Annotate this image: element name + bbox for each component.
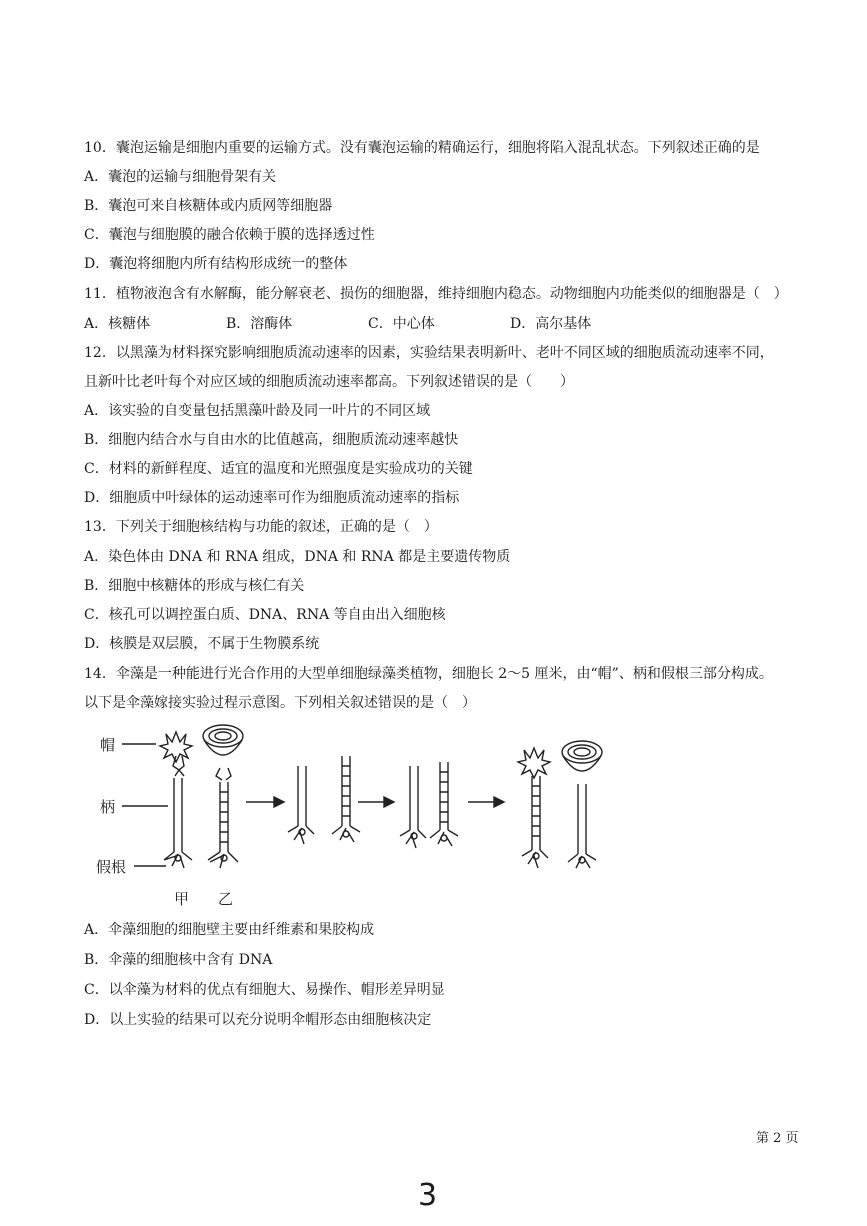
label-yi: 乙: [218, 890, 234, 908]
label-cap: 帽: [100, 736, 116, 754]
alga-jia: [160, 732, 192, 868]
q14-option-c: C．以伞藻为材料的优点有细胞大、易操作、帽形差异明显: [84, 982, 445, 998]
q12-option-a: A．该实验的自变量包括黑藻叶龄及同一叶片的不同区域: [84, 403, 431, 419]
q14-option-a: A．伞藻细胞的细胞壁主要由纤维素和果胶构成: [84, 922, 375, 938]
q14-option-b: B．伞藻的细胞核中含有 DNA: [84, 952, 273, 968]
page-number-label: 第 2 页: [756, 1131, 799, 1146]
q12-stem-line-1: 12．以黑藻为材料探究影响细胞质流动速率的因素，实验结果表明新叶、老叶不同区域的细胞质流动速率不同，: [84, 345, 774, 361]
q13-option-c: C．核孔可以调控蛋白质、DNA、RNA 等自由出入细胞核: [84, 607, 446, 623]
q11-option-b: B．溶酶体: [226, 316, 293, 332]
q10-option-a: A．囊泡的运输与细胞骨架有关: [84, 169, 277, 185]
arrow-1: [246, 797, 284, 807]
label-jia: 甲: [174, 890, 190, 908]
q10-stem: 10．囊泡运输是细胞内重要的运输方式。没有囊泡运输的精确运行，细胞将陷入混乱状态。下列叙述正确的是: [84, 140, 760, 156]
arrow-3: [468, 797, 504, 807]
q10-option-b: B．囊泡可来自核糖体或内质网等细胞器: [84, 198, 333, 214]
q12-stem-line-2: 且新叶比老叶每个对应区域的细胞质流动速率都高。下列叙述错误的是（ ）: [84, 374, 574, 390]
swapped-rhizoids-stage-3: [400, 762, 458, 848]
arrow-2: [358, 797, 394, 807]
alga-yi: [203, 725, 243, 868]
q11-option-d: D．高尔基体: [510, 316, 592, 332]
q12-option-d: D．细胞质中叶绿体的运动速率可作为细胞质流动速率的指标: [84, 490, 460, 506]
q14-option-d: D．以上实验的结果可以充分说明伞帽形态由细胞核决定: [84, 1012, 432, 1028]
q11-option-c: C．中心体: [368, 316, 435, 332]
q13-option-b: B．细胞中核糖体的形成与核仁有关: [84, 578, 305, 594]
label-stalk: 柄: [100, 798, 116, 816]
q10-option-c: C．囊泡与细胞膜的融合依赖于膜的选择透过性: [84, 227, 375, 243]
q13-option-d: D．核膜是双层膜，不属于生物膜系统: [84, 636, 320, 652]
q13-stem: 13．下列关于细胞核结构与功能的叙述，正确的是（ ）: [84, 519, 438, 535]
q10-option-d: D．囊泡将细胞内所有结构形成统一的整体: [84, 256, 348, 272]
label-rhizoid: 假根: [96, 858, 127, 876]
acetabularia-graft-diagram: [96, 722, 656, 912]
q11-option-a: A．核糖体: [84, 316, 151, 332]
q14-stem-line-1: 14．伞藻是一种能进行光合作用的大型单细胞绿藻类植物，细胞长 2～5 厘米，由“帽”、柄和假根三部分构成。: [84, 666, 773, 682]
q13-option-a: A．染色体由 DNA 和 RNA 组成，DNA 和 RNA 都是主要遗传物质: [84, 549, 511, 565]
q11-stem: 11．植物液泡含有水解酶，能分解衰老、损伤的细胞器，维持细胞内稳态。动物细胞内功能类似的细胞器是（ ）: [84, 286, 788, 302]
grafted-stalks-stage-2: [288, 756, 360, 844]
q12-option-c: C．材料的新鲜程度、适宜的温度和光照强度是实验成功的关键: [84, 461, 473, 477]
regenerated-algae-stage-4: [518, 741, 602, 868]
q12-option-b: B．细胞内结合水与自由水的比值越高，细胞质流动速率越快: [84, 432, 459, 448]
q14-stem-line-2: 以下是伞藻嫁接实验过程示意图。下列相关叙述错误的是（ ）: [84, 695, 476, 711]
sheet-number: 3: [418, 1178, 438, 1213]
